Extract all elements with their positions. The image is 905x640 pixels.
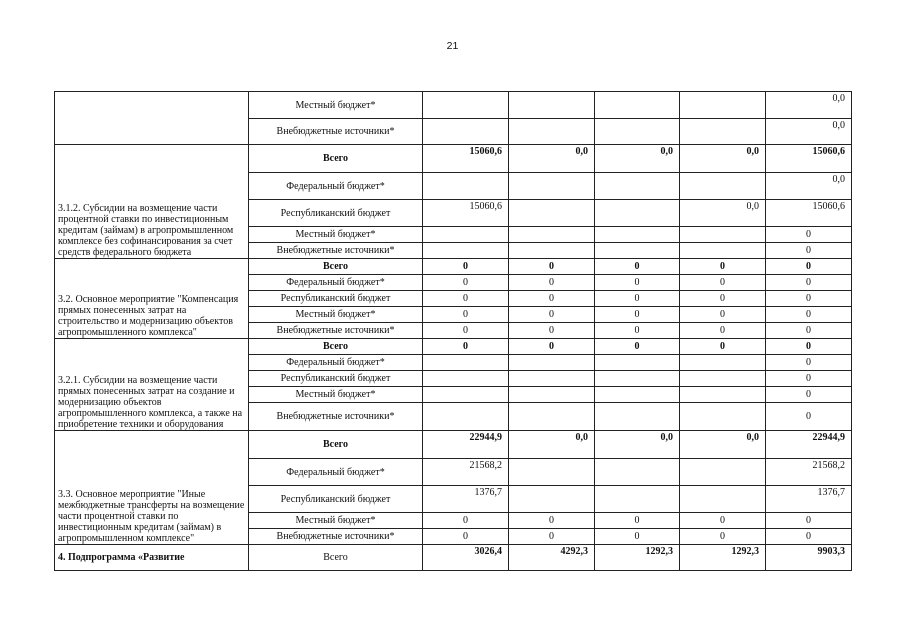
table-row bbox=[55, 259, 852, 275]
value-cell: 0,0 bbox=[509, 431, 595, 459]
funding-source-cell: Республиканский бюджет bbox=[249, 291, 423, 307]
value-cell: 0 bbox=[509, 529, 595, 545]
value-cell: 1376,7 bbox=[423, 486, 509, 513]
value-cell bbox=[595, 387, 680, 403]
value-cell: 0 bbox=[423, 307, 509, 323]
value-cell: 0 bbox=[595, 291, 680, 307]
funding-source-cell: Внебюджетные источники* bbox=[249, 119, 423, 145]
funding-source-cell: Внебюджетные источники* bbox=[249, 403, 423, 431]
funding-source-cell: Всего bbox=[249, 545, 423, 571]
value-cell: 0 bbox=[766, 513, 852, 529]
table-row bbox=[55, 431, 852, 459]
program-cell bbox=[55, 92, 249, 145]
value-cell bbox=[595, 173, 680, 200]
value-cell bbox=[509, 403, 595, 431]
value-cell: 0 bbox=[509, 513, 595, 529]
funding-source-cell: Местный бюджет* bbox=[249, 92, 423, 119]
table-row bbox=[55, 92, 852, 119]
funding-source-cell: Федеральный бюджет* bbox=[249, 173, 423, 200]
value-cell bbox=[680, 459, 766, 486]
value-cell: 0 bbox=[766, 403, 852, 431]
value-cell: 0 bbox=[766, 387, 852, 403]
value-cell bbox=[595, 403, 680, 431]
value-cell: 3026,4 bbox=[423, 545, 509, 571]
value-cell bbox=[423, 173, 509, 200]
funding-source-cell: Всего bbox=[249, 431, 423, 459]
value-cell: 0 bbox=[509, 307, 595, 323]
value-cell: 0 bbox=[680, 513, 766, 529]
value-cell bbox=[423, 403, 509, 431]
value-cell: 0 bbox=[680, 307, 766, 323]
value-cell: 15060,6 bbox=[766, 145, 852, 173]
value-cell: 0 bbox=[766, 529, 852, 545]
value-cell bbox=[595, 200, 680, 227]
value-cell: 0 bbox=[680, 291, 766, 307]
value-cell: 0,0 bbox=[680, 200, 766, 227]
value-cell: 22944,9 bbox=[423, 431, 509, 459]
value-cell: 0 bbox=[423, 529, 509, 545]
value-cell bbox=[509, 173, 595, 200]
value-cell: 0 bbox=[509, 275, 595, 291]
value-cell: 0 bbox=[423, 291, 509, 307]
value-cell bbox=[595, 371, 680, 387]
funding-source-cell: Местный бюджет* bbox=[249, 307, 423, 323]
value-cell: 0 bbox=[680, 259, 766, 275]
value-cell bbox=[680, 486, 766, 513]
value-cell: 4292,3 bbox=[509, 545, 595, 571]
value-cell bbox=[423, 227, 509, 243]
value-cell bbox=[680, 119, 766, 145]
value-cell bbox=[680, 92, 766, 119]
value-cell bbox=[680, 355, 766, 371]
program-cell: 3.1.2. Субсидии на возмещение части процентной ставки по инвестиционным кредитам (займам) в агропромышленном комплексе без софинансирования за счет средств федерального бюджета bbox=[55, 145, 249, 259]
value-cell bbox=[509, 92, 595, 119]
value-cell bbox=[680, 371, 766, 387]
value-cell: 0 bbox=[766, 275, 852, 291]
funding-source-cell: Внебюджетные источники* bbox=[249, 529, 423, 545]
value-cell: 0,0 bbox=[680, 431, 766, 459]
value-cell: 0 bbox=[766, 259, 852, 275]
value-cell bbox=[680, 387, 766, 403]
value-cell bbox=[595, 92, 680, 119]
value-cell: 21568,2 bbox=[766, 459, 852, 486]
value-cell: 0 bbox=[595, 259, 680, 275]
funding-source-cell: Внебюджетные источники* bbox=[249, 323, 423, 339]
value-cell bbox=[509, 371, 595, 387]
value-cell: 0,0 bbox=[766, 119, 852, 145]
value-cell bbox=[423, 387, 509, 403]
value-cell: 0 bbox=[766, 355, 852, 371]
funding-source-cell: Местный бюджет* bbox=[249, 513, 423, 529]
value-cell bbox=[509, 486, 595, 513]
value-cell: 0,0 bbox=[680, 145, 766, 173]
funding-source-cell: Федеральный бюджет* bbox=[249, 459, 423, 486]
value-cell bbox=[595, 119, 680, 145]
value-cell: 15060,6 bbox=[766, 200, 852, 227]
table-row bbox=[55, 545, 852, 571]
value-cell bbox=[595, 486, 680, 513]
value-cell bbox=[423, 119, 509, 145]
value-cell bbox=[595, 355, 680, 371]
value-cell bbox=[509, 227, 595, 243]
budget-table bbox=[54, 91, 852, 571]
funding-source-cell: Местный бюджет* bbox=[249, 387, 423, 403]
program-cell: 3.2.1. Субсидии на возмещение части прямых понесенных затрат на создание и модернизацию объектов агропромышленного комплекса, а также на приобретение техники и оборудования bbox=[55, 339, 249, 431]
value-cell: 0 bbox=[595, 339, 680, 355]
program-cell: 3.2. Основное мероприятие "Компенсация прямых понесенных затрат на строительство и модернизацию объектов агропромышленного комплекса" bbox=[55, 259, 249, 339]
value-cell bbox=[509, 355, 595, 371]
funding-source-cell: Республиканский бюджет bbox=[249, 371, 423, 387]
value-cell: 0 bbox=[680, 339, 766, 355]
funding-source-cell: Всего bbox=[249, 339, 423, 355]
value-cell bbox=[595, 459, 680, 486]
funding-source-cell: Республиканский бюджет bbox=[249, 200, 423, 227]
value-cell: 0 bbox=[509, 339, 595, 355]
value-cell: 0 bbox=[423, 275, 509, 291]
value-cell: 0 bbox=[595, 529, 680, 545]
funding-source-cell: Федеральный бюджет* bbox=[249, 275, 423, 291]
value-cell: 0,0 bbox=[595, 145, 680, 173]
value-cell bbox=[680, 243, 766, 259]
value-cell: 0 bbox=[509, 323, 595, 339]
value-cell: 0 bbox=[423, 259, 509, 275]
value-cell bbox=[423, 92, 509, 119]
value-cell: 0 bbox=[595, 275, 680, 291]
value-cell bbox=[423, 355, 509, 371]
value-cell: 1376,7 bbox=[766, 486, 852, 513]
value-cell: 0 bbox=[423, 323, 509, 339]
value-cell: 0 bbox=[680, 275, 766, 291]
value-cell bbox=[423, 243, 509, 259]
value-cell: 9903,3 bbox=[766, 545, 852, 571]
value-cell: 0 bbox=[423, 513, 509, 529]
value-cell: 0 bbox=[680, 323, 766, 339]
value-cell: 0 bbox=[766, 243, 852, 259]
value-cell bbox=[680, 227, 766, 243]
value-cell: 0 bbox=[766, 291, 852, 307]
value-cell: 0,0 bbox=[595, 431, 680, 459]
value-cell: 0 bbox=[595, 513, 680, 529]
page-number: 21 bbox=[446, 40, 459, 52]
value-cell: 0 bbox=[766, 371, 852, 387]
value-cell: 22944,9 bbox=[766, 431, 852, 459]
value-cell: 0 bbox=[766, 323, 852, 339]
funding-source-cell: Внебюджетные источники* bbox=[249, 243, 423, 259]
table-row bbox=[55, 145, 852, 173]
value-cell: 15060,6 bbox=[423, 145, 509, 173]
table-row bbox=[55, 339, 852, 355]
value-cell bbox=[423, 371, 509, 387]
value-cell: 0 bbox=[423, 339, 509, 355]
value-cell: 21568,2 bbox=[423, 459, 509, 486]
value-cell: 15060,6 bbox=[423, 200, 509, 227]
funding-source-cell: Всего bbox=[249, 145, 423, 173]
value-cell bbox=[509, 119, 595, 145]
value-cell: 0,0 bbox=[509, 145, 595, 173]
value-cell: 0 bbox=[595, 323, 680, 339]
funding-source-cell: Всего bbox=[249, 259, 423, 275]
value-cell bbox=[509, 459, 595, 486]
value-cell: 0 bbox=[509, 291, 595, 307]
value-cell bbox=[509, 200, 595, 227]
funding-source-cell: Местный бюджет* bbox=[249, 227, 423, 243]
value-cell bbox=[595, 243, 680, 259]
value-cell: 0 bbox=[766, 307, 852, 323]
value-cell bbox=[509, 387, 595, 403]
value-cell: 0,0 bbox=[766, 173, 852, 200]
value-cell bbox=[595, 227, 680, 243]
value-cell bbox=[680, 173, 766, 200]
value-cell: 1292,3 bbox=[595, 545, 680, 571]
value-cell: 1292,3 bbox=[680, 545, 766, 571]
value-cell: 0 bbox=[595, 307, 680, 323]
program-cell: 3.3. Основное мероприятие "Иные межбюджетные трансферты на возмещение части процентной ставки по инвестиционным кредитам (займам) в агропромышленном комплексе" bbox=[55, 431, 249, 545]
value-cell: 0,0 bbox=[766, 92, 852, 119]
value-cell: 0 bbox=[509, 259, 595, 275]
value-cell bbox=[680, 403, 766, 431]
value-cell bbox=[509, 243, 595, 259]
value-cell: 0 bbox=[766, 227, 852, 243]
funding-source-cell: Федеральный бюджет* bbox=[249, 355, 423, 371]
funding-source-cell: Республиканский бюджет bbox=[249, 486, 423, 513]
program-cell: 4. Подпрограмма «Развитие bbox=[55, 545, 249, 571]
value-cell: 0 bbox=[680, 529, 766, 545]
value-cell: 0 bbox=[766, 339, 852, 355]
